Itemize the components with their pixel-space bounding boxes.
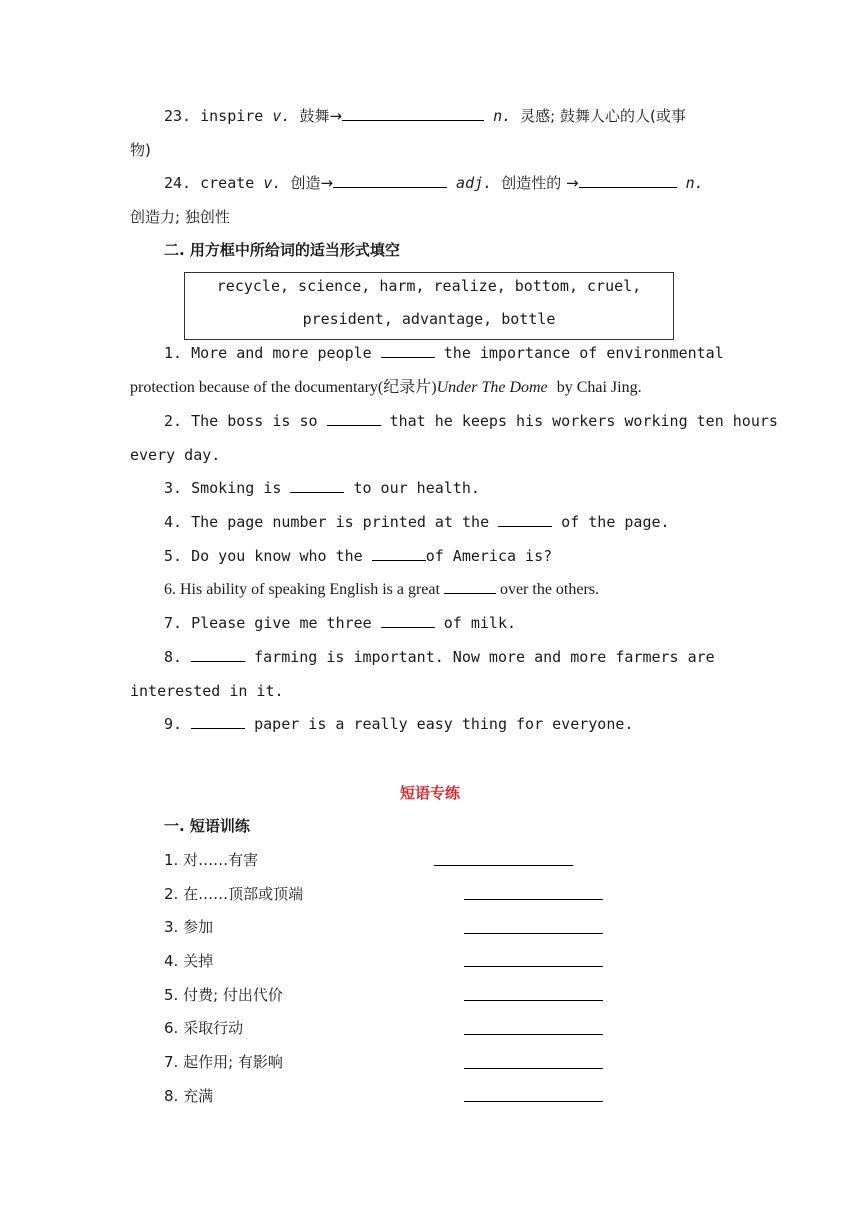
documentary-title: Under The Dome	[436, 379, 548, 396]
question-text: farming is important. Now more and more farmers are	[254, 648, 715, 666]
phrase-label: 充满	[183, 1087, 214, 1105]
answer-line[interactable]	[464, 966, 603, 967]
question-7	[164, 613, 764, 633]
item-number: 5.	[164, 986, 179, 1004]
question-9	[164, 714, 764, 734]
vocab-meaning: 创造性的 →	[501, 174, 579, 192]
answer-blank[interactable]	[579, 173, 677, 188]
question-8	[164, 647, 764, 667]
answer-blank[interactable]	[333, 173, 447, 188]
question-2	[164, 411, 778, 431]
part-of-speech: adj.	[456, 174, 493, 192]
question-text: of America is?	[425, 547, 553, 565]
phrase-item-8	[164, 1085, 213, 1106]
vocab-meaning: 鼓舞→	[299, 107, 343, 125]
phrase-item-5	[164, 984, 283, 1005]
vocab-item-24	[164, 173, 764, 193]
question-text: of the page.	[561, 513, 670, 531]
answer-line[interactable]	[464, 1101, 603, 1102]
word-box-row: president, advantage, bottle	[302, 310, 556, 328]
question-text: that he keeps his workers working ten hours	[389, 412, 778, 430]
question-number: 2.	[164, 412, 183, 430]
question-text: interested in it.	[130, 682, 284, 700]
answer-blank[interactable]	[342, 106, 484, 121]
vocab-word: inspire	[200, 107, 264, 125]
question-number: 9.	[164, 715, 183, 733]
question-3	[164, 478, 764, 498]
part-of-speech: v.	[272, 107, 291, 125]
question-text: to our health.	[353, 479, 480, 497]
item-number: 23.	[164, 107, 192, 125]
answer-line[interactable]	[434, 865, 573, 866]
question-number: 7.	[164, 614, 183, 632]
phrase-item-3	[164, 916, 213, 937]
item-number: 4.	[164, 952, 179, 970]
question-text: The boss is so	[191, 412, 318, 430]
question-text: His ability of speaking English is a great	[180, 581, 440, 598]
phrase-item-2	[164, 883, 303, 904]
question-text: protection because of the documentary(纪录片)	[130, 379, 437, 396]
phrase-label: 对……有害	[183, 851, 259, 869]
phrase-label: 在……顶部或顶端	[183, 885, 304, 903]
item-number: 24.	[164, 174, 192, 192]
item-number: 2.	[164, 885, 179, 903]
phrase-label: 关掉	[183, 952, 214, 970]
answer-line[interactable]	[464, 899, 603, 900]
question-text: paper is a really easy thing for everyone.	[254, 715, 634, 733]
question-text: every day.	[130, 446, 221, 464]
answer-blank[interactable]	[381, 613, 435, 628]
phrase-label: 起作用; 有影响	[183, 1053, 283, 1071]
item-number: 8.	[164, 1087, 179, 1105]
answer-blank[interactable]	[498, 512, 552, 527]
answer-line[interactable]	[464, 1000, 603, 1001]
question-number: 6.	[164, 581, 176, 598]
question-number: 4.	[164, 513, 183, 531]
phrase-item-7	[164, 1051, 283, 1072]
vocab-meaning: 创造→	[290, 174, 334, 192]
phrase-item-4	[164, 950, 213, 971]
phrase-item-6	[164, 1017, 243, 1038]
answer-blank[interactable]	[381, 343, 435, 358]
question-number: 8.	[164, 648, 183, 666]
phrase-label: 付费; 付出代价	[183, 986, 283, 1004]
vocab-item-23	[164, 106, 764, 126]
section-heading: 二. 用方框中所给词的适当形式填空	[164, 241, 400, 259]
item-number: 7.	[164, 1053, 179, 1071]
section-heading: 一. 短语训练	[164, 817, 250, 835]
question-text: More and more people	[191, 344, 372, 362]
part-of-speech: v.	[263, 174, 282, 192]
question-text: of milk.	[443, 614, 517, 632]
question-text: the importance of environmental	[443, 344, 724, 362]
question-1-cont	[130, 377, 730, 398]
vocab-meaning: 灵感; 鼓舞人心的人(或事	[520, 107, 686, 125]
item-number: 3.	[164, 918, 179, 936]
question-number: 5.	[164, 547, 183, 565]
answer-blank[interactable]	[191, 714, 245, 729]
phrase-label: 参加	[183, 918, 214, 936]
answer-blank[interactable]	[191, 647, 245, 662]
answer-line[interactable]	[464, 933, 603, 934]
part-of-speech: n.	[685, 174, 704, 192]
answer-line[interactable]	[464, 1034, 603, 1035]
question-number: 1.	[164, 344, 183, 362]
question-number: 3.	[164, 479, 183, 497]
question-text: by Chai Jing.	[556, 379, 642, 396]
answer-blank[interactable]	[444, 579, 496, 594]
question-5	[164, 546, 764, 566]
answer-blank[interactable]	[327, 411, 381, 426]
vocab-word: create	[200, 174, 255, 192]
vocab-continuation: 物)	[130, 141, 151, 159]
word-box	[184, 272, 674, 340]
vocab-continuation: 创造力; 独创性	[130, 208, 230, 226]
part-of-speech: n.	[493, 107, 512, 125]
phrase-section-title: 短语专练	[399, 784, 460, 802]
answer-blank[interactable]	[372, 546, 426, 561]
question-text: The page number is printed at the	[191, 513, 490, 531]
question-1	[164, 343, 764, 363]
phrase-item-1	[164, 849, 258, 870]
phrase-label: 采取行动	[183, 1019, 244, 1037]
item-number: 1.	[164, 851, 179, 869]
word-box-row: recycle, science, harm, realize, bottom, cruel,	[216, 277, 642, 295]
question-text: over the others.	[499, 581, 600, 598]
answer-blank[interactable]	[290, 478, 344, 493]
item-number: 6.	[164, 1019, 179, 1037]
question-text: Smoking is	[191, 479, 282, 497]
answer-line[interactable]	[464, 1068, 603, 1069]
question-4	[164, 512, 764, 532]
question-6	[164, 579, 764, 600]
question-text: Please give me three	[191, 614, 372, 632]
question-text: Do you know who the	[191, 547, 363, 565]
